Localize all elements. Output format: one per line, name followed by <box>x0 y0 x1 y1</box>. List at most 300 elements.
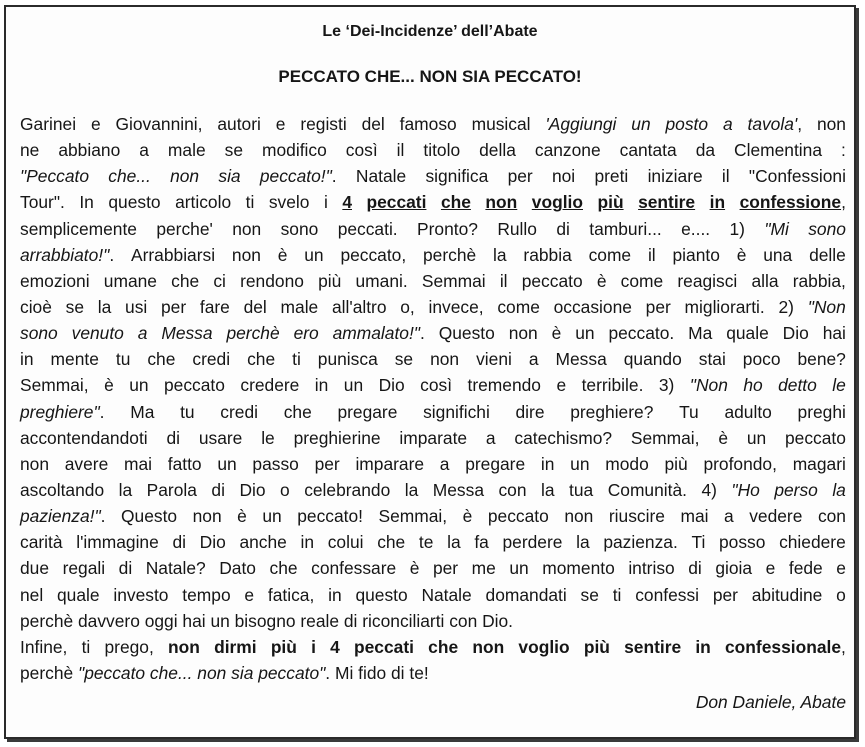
word: tremendo <box>467 375 541 396</box>
word: ti <box>245 192 255 213</box>
word: è <box>551 323 562 344</box>
word: e <box>275 114 286 134</box>
word: peccato!". <box>259 166 337 187</box>
word: detto <box>778 375 817 396</box>
word: posto <box>665 114 709 134</box>
word: perchè <box>423 244 477 265</box>
word: mente <box>50 349 99 370</box>
word: non <box>170 166 200 187</box>
word: cantata <box>619 140 677 161</box>
word: Ti <box>691 532 706 553</box>
word: la <box>404 479 419 500</box>
word: preti <box>594 166 629 187</box>
word: a <box>724 506 734 527</box>
word: è <box>736 244 747 265</box>
word: di <box>688 558 702 579</box>
word: Questo <box>438 323 495 344</box>
article-title: PECCATO CHE... NON SIA PECCATO! <box>278 67 582 86</box>
word: vedere <box>749 506 803 527</box>
word: Giovannini, <box>115 114 203 134</box>
word: reagisci <box>677 270 738 291</box>
word: preghiere". <box>20 401 105 422</box>
word: migliorarti. <box>684 296 765 317</box>
word: confessare <box>311 558 397 579</box>
word: credi <box>220 401 258 422</box>
word: se <box>394 349 414 370</box>
word: pregare <box>337 401 398 422</box>
word: "Non <box>807 296 846 317</box>
word: Semmai, <box>630 427 700 448</box>
word: per <box>645 296 671 317</box>
word: fatto <box>167 453 202 474</box>
word: e <box>244 584 255 605</box>
word: articolo <box>175 192 232 213</box>
word: fa <box>474 532 489 553</box>
word: ero <box>293 323 319 344</box>
word: iniziare <box>647 166 703 187</box>
word: o <box>836 584 846 605</box>
word: è <box>277 244 288 265</box>
text-line <box>20 660 846 686</box>
text-line <box>20 503 846 529</box>
signature: Don Daniele, Abate <box>695 692 846 713</box>
word: tamburi... <box>589 218 662 239</box>
word: in <box>328 584 342 605</box>
word: cioè <box>20 296 52 317</box>
word: ti <box>81 636 91 657</box>
word: la <box>447 532 461 553</box>
word: modo <box>605 453 649 474</box>
word: e <box>765 558 776 579</box>
text-run: perchè davvero oggi hai un bisogno reale di riconciliarti con Dio. <box>20 610 514 631</box>
word: per <box>161 296 187 317</box>
word: umane <box>103 270 157 291</box>
word: Messa <box>161 323 213 344</box>
word: peccati <box>366 192 427 213</box>
word: dire <box>515 401 545 422</box>
word: Questo <box>121 506 178 527</box>
word: in <box>20 349 34 370</box>
word: imparate <box>399 427 468 448</box>
word: sentire <box>624 636 682 657</box>
word: te <box>418 532 434 553</box>
word: e.... <box>681 218 711 239</box>
word: Garinei <box>20 114 77 134</box>
word: : <box>841 140 846 161</box>
word: e <box>836 558 846 579</box>
text-line <box>20 163 846 189</box>
word: Dio <box>378 375 405 396</box>
word: poco <box>742 349 781 370</box>
word: registi <box>300 114 347 134</box>
word: Dato <box>219 558 256 579</box>
text-line <box>20 242 846 268</box>
column-kicker: Le ‘Dei-Incidenze’ dell’Abate <box>322 23 538 40</box>
word: dirmi <box>214 636 257 657</box>
word: un <box>343 375 364 396</box>
word: imparare <box>355 453 425 474</box>
word: venuto <box>71 323 124 344</box>
word: Ma <box>130 401 155 422</box>
word: occasione <box>553 296 632 317</box>
text-line <box>20 555 846 581</box>
word: hai <box>822 323 846 344</box>
word: non <box>20 453 50 474</box>
word: più <box>597 192 624 213</box>
word: Infine, <box>20 636 68 657</box>
word: quale <box>57 584 100 605</box>
text-line <box>20 189 846 215</box>
word: per <box>432 558 459 579</box>
text-line <box>20 451 846 477</box>
word: preghiere? <box>570 401 654 422</box>
word: umani. <box>355 270 408 291</box>
word: o <box>280 479 290 500</box>
word: a <box>439 453 450 474</box>
word: 2) <box>778 296 794 317</box>
word: fatica, <box>267 584 315 605</box>
word: gioia <box>715 558 753 579</box>
word: mai <box>124 453 153 474</box>
word: Semmai, <box>20 375 89 396</box>
word: autori <box>217 114 261 134</box>
word: a <box>139 140 149 161</box>
word: di <box>118 558 133 579</box>
word: un <box>217 453 237 474</box>
word: ne <box>20 140 40 161</box>
word: questo <box>355 584 408 605</box>
word: e <box>556 375 567 396</box>
word: 4 <box>342 192 352 213</box>
word: non <box>564 506 594 527</box>
word: un <box>129 375 149 396</box>
word: quando <box>623 349 682 370</box>
word: l'immagine <box>76 532 159 553</box>
word: "Peccato <box>20 166 90 187</box>
word: credi <box>192 349 231 370</box>
word: peccati. <box>337 218 398 239</box>
word: tempo <box>182 584 231 605</box>
word: e <box>90 114 101 134</box>
word: fare <box>199 296 230 317</box>
word: "Non <box>689 375 728 396</box>
word: Dio <box>239 479 266 500</box>
word: che <box>428 636 459 657</box>
text-run: . Mi fido di te! <box>325 662 429 683</box>
word: di <box>166 427 181 448</box>
word: Comunità. <box>607 479 687 500</box>
word: pianto <box>672 244 720 265</box>
word: "Mi <box>764 218 789 239</box>
word: non <box>816 114 846 134</box>
word: peccato <box>164 375 225 396</box>
signature-row <box>20 689 846 715</box>
text-line <box>20 320 846 346</box>
word: musical <box>471 114 531 134</box>
word: all'altro <box>331 296 387 317</box>
word: bene? <box>797 349 846 370</box>
word: che <box>377 532 406 553</box>
article-text <box>20 111 846 686</box>
word: alla <box>751 270 779 291</box>
word: credere <box>240 375 300 396</box>
word: domandati <box>485 584 567 605</box>
word: rabbia, <box>792 270 846 291</box>
word: avere <box>64 453 109 474</box>
word: non <box>168 636 200 657</box>
word: la <box>832 479 846 500</box>
word: i <box>323 192 328 213</box>
word: emozioni <box>20 270 90 291</box>
word: per <box>507 166 533 187</box>
word: Dio <box>199 532 226 553</box>
word: è <box>718 427 728 448</box>
word: un <box>570 453 590 474</box>
word: le <box>832 375 846 396</box>
word: famoso <box>399 114 457 134</box>
text-line <box>20 268 846 294</box>
text-run: perchè <box>20 662 79 683</box>
word: Rullo <box>497 218 537 239</box>
word: confessi <box>635 584 700 605</box>
word: peccato! <box>297 506 363 527</box>
word: la <box>493 244 507 265</box>
word: un <box>262 506 282 527</box>
word: carità <box>20 532 63 553</box>
word: rendono <box>240 270 304 291</box>
word: Pronto? <box>417 218 478 239</box>
word: la <box>576 532 590 553</box>
word: non <box>231 244 261 265</box>
word: significhi <box>423 401 490 422</box>
word: profondo, <box>703 453 777 474</box>
word: voglio <box>531 192 583 213</box>
word: pregare <box>465 453 526 474</box>
word: che... <box>108 166 151 187</box>
word: intriso <box>628 558 675 579</box>
word: non <box>472 636 505 657</box>
word: celebrando <box>304 479 391 500</box>
word: me <box>471 558 496 579</box>
word: non <box>232 218 262 239</box>
word: a <box>722 114 733 134</box>
word: sono <box>280 218 319 239</box>
word: "Ho <box>731 479 760 500</box>
text-line <box>20 216 846 242</box>
word: se <box>224 140 243 161</box>
word: il <box>396 140 405 161</box>
word: se <box>65 296 85 317</box>
word: in <box>300 532 315 553</box>
word: perdere <box>502 532 563 553</box>
word: chiedere <box>779 532 846 553</box>
word: il <box>721 166 730 187</box>
word: 4) <box>701 479 717 500</box>
word: semplicemente <box>20 218 137 239</box>
text-run: "peccato che... non sia peccato" <box>78 662 326 683</box>
word: 1) <box>729 218 745 239</box>
word: ammalato!". <box>332 323 425 344</box>
word: o, <box>400 296 415 317</box>
word: quale <box>726 323 769 344</box>
text-line <box>20 294 846 320</box>
word: con <box>498 479 527 500</box>
word: un <box>304 244 324 265</box>
word: da <box>695 140 716 161</box>
word: non <box>485 192 518 213</box>
word: terribile. <box>581 375 644 396</box>
word: male <box>280 296 319 317</box>
word: Natale? <box>145 558 206 579</box>
word: Tour". <box>20 192 65 213</box>
word: di <box>211 479 225 500</box>
word: perche' <box>156 218 213 239</box>
word: voglio <box>518 636 570 657</box>
word: che <box>440 192 471 213</box>
text-line <box>20 608 846 634</box>
word: delle <box>809 244 846 265</box>
word: un <box>575 323 595 344</box>
word: che <box>147 349 176 370</box>
word: del <box>361 114 385 134</box>
word: che <box>171 270 200 291</box>
word: preghierine <box>293 427 381 448</box>
word: anche <box>239 532 287 553</box>
word: un <box>509 558 529 579</box>
word: abitudine <box>751 584 823 605</box>
word: peccati <box>354 636 414 657</box>
word: è <box>462 506 473 527</box>
word: Natale <box>421 584 472 605</box>
word: ci <box>213 270 226 291</box>
word: del <box>243 296 267 317</box>
word: punisca <box>317 349 378 370</box>
word: è <box>409 558 420 579</box>
word: come <box>620 270 664 291</box>
word: tua <box>569 479 594 500</box>
word: 4 <box>330 636 340 657</box>
word: il <box>647 244 656 265</box>
word: due <box>20 558 50 579</box>
word: è <box>596 270 607 291</box>
word: a <box>485 427 496 448</box>
word: momento <box>542 558 615 579</box>
word: così <box>345 140 378 161</box>
word: Arrabbiarsi <box>131 244 216 265</box>
word: preghi <box>797 401 846 422</box>
word: come <box>588 244 632 265</box>
word: con <box>817 506 846 527</box>
word: confessionale, <box>725 636 846 657</box>
word: nel <box>20 584 44 605</box>
article-body <box>20 111 846 715</box>
word: tavola', <box>747 114 803 134</box>
word: se <box>580 584 599 605</box>
word: peccato <box>487 506 549 527</box>
word: "Confessioni <box>748 166 846 187</box>
word: un <box>631 114 651 134</box>
word: Natale <box>355 166 407 187</box>
word: 3) <box>658 375 675 396</box>
text-line <box>20 137 846 163</box>
word: più <box>318 270 342 291</box>
word: significa <box>425 166 489 187</box>
word: il <box>499 270 508 291</box>
word: tu <box>115 349 131 370</box>
word: la <box>118 479 133 500</box>
word: di <box>172 532 186 553</box>
word: titolo <box>423 140 461 161</box>
word: Dio <box>782 323 809 344</box>
word: a <box>528 349 539 370</box>
word: In <box>79 192 94 213</box>
word: mai <box>680 506 709 527</box>
word: è <box>104 375 114 396</box>
word: la <box>97 296 112 317</box>
word: non <box>508 323 538 344</box>
word: ho <box>743 375 763 396</box>
word: magari <box>792 453 846 474</box>
article-frame <box>4 5 856 739</box>
word: posso <box>718 532 766 553</box>
word: di <box>556 218 570 239</box>
word: pazienza. <box>603 532 678 553</box>
word: sentire <box>638 192 696 213</box>
word: 'Aggiungi <box>545 114 617 134</box>
word: vieni <box>476 349 512 370</box>
word: peccato <box>785 427 846 448</box>
word: più <box>583 636 610 657</box>
text-line <box>20 582 846 608</box>
text-line <box>20 425 846 451</box>
word: canzone <box>534 140 601 161</box>
text-line <box>20 111 846 137</box>
word: sono <box>20 323 58 344</box>
word: Semmai <box>421 270 486 291</box>
word: adulto <box>724 401 772 422</box>
word: un <box>746 427 767 448</box>
word: Parola <box>146 479 197 500</box>
word: che <box>269 558 298 579</box>
word: male <box>167 140 206 161</box>
word: Tu <box>679 401 699 422</box>
word: colui <box>327 532 364 553</box>
word: accontendandoti <box>20 427 148 448</box>
word: che <box>283 401 312 422</box>
word: in <box>709 192 726 213</box>
word: Semmai, <box>378 506 448 527</box>
word: invece, <box>428 296 484 317</box>
word: noi <box>551 166 576 187</box>
word: in <box>314 375 329 396</box>
word: della <box>479 140 516 161</box>
word: così <box>420 375 453 396</box>
word: modifico <box>262 140 327 161</box>
word: rabbia <box>523 244 572 265</box>
word: svelo <box>268 192 310 213</box>
text-line <box>20 399 846 425</box>
word: prego, <box>104 636 154 657</box>
word: tu <box>180 401 195 422</box>
word: Messa <box>432 479 484 500</box>
word: ascoltando <box>20 479 105 500</box>
word: Clementina <box>734 140 822 161</box>
text-line <box>20 346 846 372</box>
text-line <box>20 477 846 503</box>
word: peccato, <box>340 244 407 265</box>
word: pazienza!". <box>20 506 106 527</box>
word: le <box>261 427 275 448</box>
